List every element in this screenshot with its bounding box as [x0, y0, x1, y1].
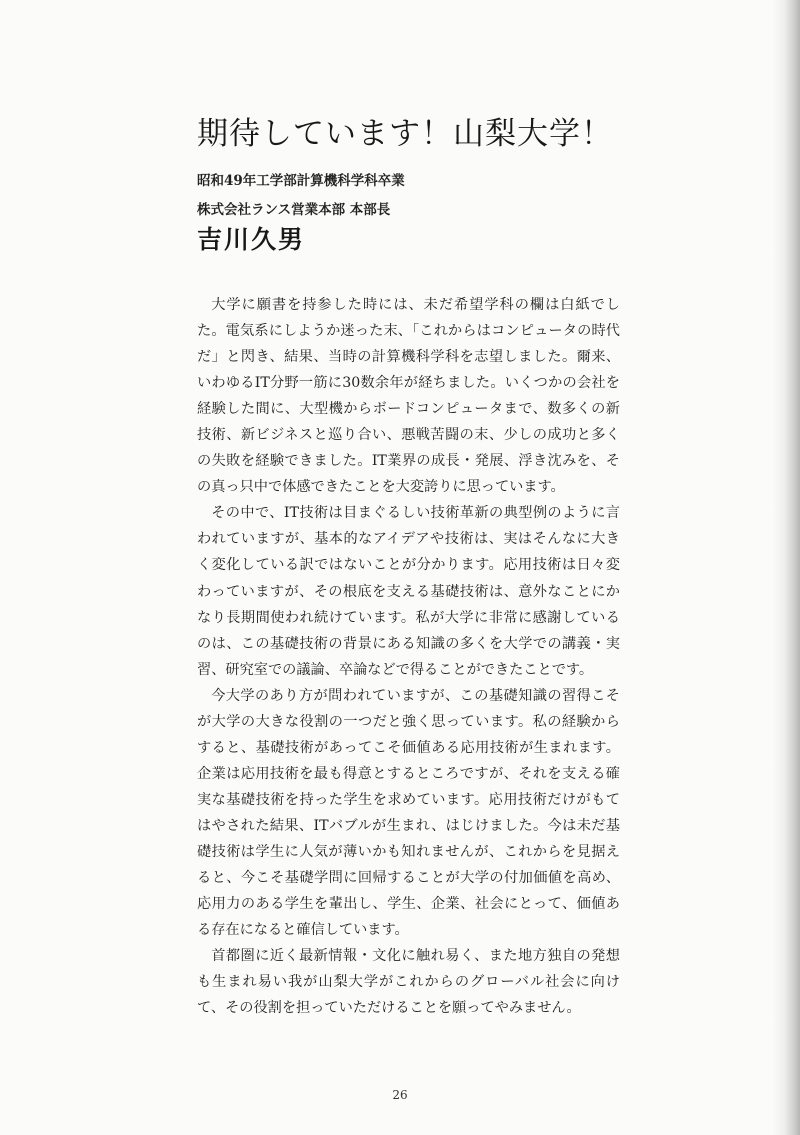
- page-edge-shadow: [772, 0, 800, 1135]
- author-name: 吉川久男: [197, 225, 306, 254]
- body-paragraph-3: 今大学のあり方が問われていますが、この基礎知識の習得こそが大学の大きな役割の一つだと強く思っています。私の経験からすると、基礎技術があってこそ価値ある応用技術が生まれます。企業は応用技術を最も得意とするところですが、それを支える確実な基礎技術を持った学生を求めています。応用技術だけがもてはやされた結果、ITバブルが生まれ、はじけました。今は未だ基礎技術は学生に人気が薄いかも知れませんが、これからを見据えると、今こそ基礎学問に回帰することが大学の付加価値を高め、応用力のある学生を輩出し、学生、企業、社会にとって、価値ある存在になると確信しています。: [197, 687, 620, 939]
- article-title: 期待しています！山梨大学！: [197, 116, 613, 152]
- article-body: [197, 292, 620, 1021]
- body-paragraph-1: 大学に願書を持参した時には、未だ希望学科の欄は白紙でした。電気系にしようか迷った末、「これからはコンピュータの時代だ」と閃き、結果、当時の計算機科学科を志望しました。爾来、いわゆるIT分野一筋に30数余年が経ちました。いくつかの会社を経験した間に、大型機からボードコンピュータまで、数多くの新技術、新ビジネスと巡り合い、悪戦苦闘の末、少しの成功と多くの失敗を経験できました。IT業界の成長・発展、浮き沈みを、その真っ只中で体感できたことを大変誇りに思っています。: [197, 297, 620, 496]
- author-affiliation-company: 株式会社ランス営業本部 本部長: [197, 202, 391, 218]
- author-affiliation-graduation: 昭和49年工学部計算機科学科卒業: [197, 173, 405, 189]
- page-number: 26: [392, 1088, 408, 1102]
- body-paragraph-4: 首都圏に近く最新情報・文化に触れ易く、また地方独自の発想も生まれ易い我が山梨大学がこれからのグローバル社会に向けて、その役割を担っていただけることを願ってやみません。: [197, 948, 620, 1017]
- body-paragraph-2: その中で、IT技術は目まぐるしい技術革新の典型例のように言われていますが、基本的なアイデアや技術は、実はそんなに大きく変化している訳ではないことが分かります。応用技術は日々変わっていますが、その根底を支える基礎技術は、意外なことにかなり長期間使われ続けています。私が大学に非常に感謝しているのは、この基礎技術の背景にある知識の多くを大学での講義・実習、研究室での議論、卒論などで得ることができたことです。: [197, 505, 620, 678]
